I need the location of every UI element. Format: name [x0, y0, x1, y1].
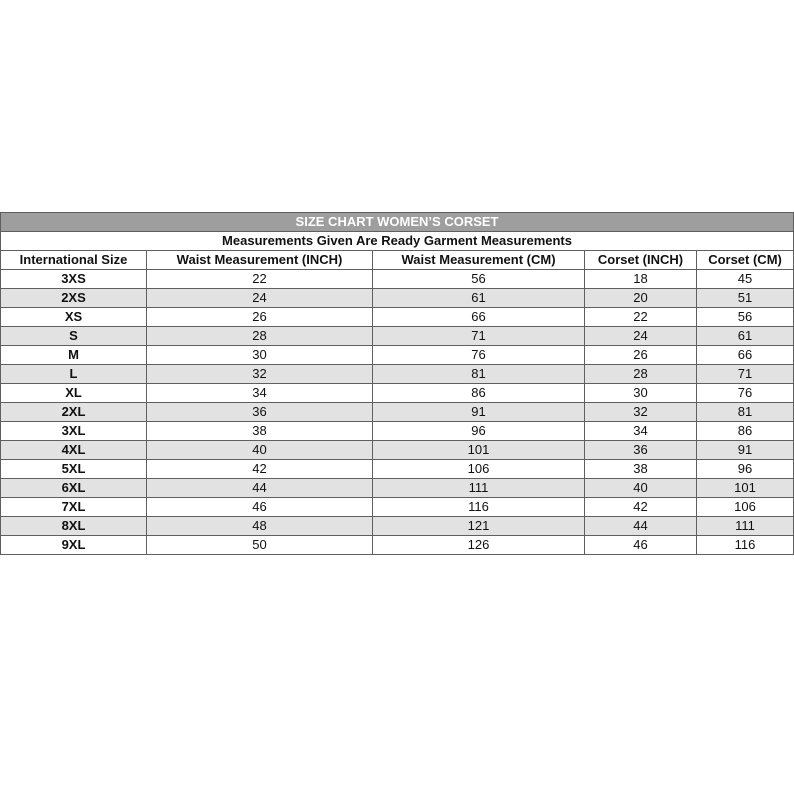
waist-cm-cell: 126: [373, 536, 585, 555]
title-row: [1, 213, 794, 232]
table-row: [1, 479, 794, 498]
waist-inch-cell: 34: [147, 384, 373, 403]
waist-inch-cell: 30: [147, 346, 373, 365]
corset-cm-cell: 51: [697, 289, 794, 308]
corset-inch-cell: 20: [585, 289, 697, 308]
waist-cm-cell: 81: [373, 365, 585, 384]
table-row: [1, 384, 794, 403]
size-cell: 4XL: [1, 441, 147, 460]
size-cell: 6XL: [1, 479, 147, 498]
corset-cm-cell: 111: [697, 517, 794, 536]
table-row: [1, 327, 794, 346]
waist-cm-cell: 56: [373, 270, 585, 289]
corset-inch-cell: 22: [585, 308, 697, 327]
waist-cm-cell: 61: [373, 289, 585, 308]
waist-cm-cell: 111: [373, 479, 585, 498]
table-row: [1, 460, 794, 479]
corset-cm-cell: 56: [697, 308, 794, 327]
table-row: [1, 498, 794, 517]
size-rows: [1, 270, 794, 555]
corset-cm-cell: 76: [697, 384, 794, 403]
waist-inch-cell: 22: [147, 270, 373, 289]
waist-inch-cell: 24: [147, 289, 373, 308]
corset-inch-cell: 40: [585, 479, 697, 498]
size-cell: 5XL: [1, 460, 147, 479]
table-row: [1, 536, 794, 555]
table-row: [1, 422, 794, 441]
size-chart-table: [0, 212, 794, 555]
size-cell: 2XS: [1, 289, 147, 308]
waist-inch-cell: 44: [147, 479, 373, 498]
table-row: [1, 308, 794, 327]
waist-inch-cell: 42: [147, 460, 373, 479]
waist-inch-cell: 36: [147, 403, 373, 422]
column-header-international-size: International Size: [1, 251, 147, 270]
corset-inch-cell: 36: [585, 441, 697, 460]
corset-cm-cell: 96: [697, 460, 794, 479]
waist-cm-cell: 106: [373, 460, 585, 479]
corset-cm-cell: 91: [697, 441, 794, 460]
size-cell: 7XL: [1, 498, 147, 517]
size-cell: XL: [1, 384, 147, 403]
corset-inch-cell: 38: [585, 460, 697, 479]
chart-subtitle: Measurements Given Are Ready Garment Measurements: [1, 232, 794, 251]
corset-cm-cell: 61: [697, 327, 794, 346]
corset-cm-cell: 106: [697, 498, 794, 517]
size-cell: S: [1, 327, 147, 346]
size-cell: XS: [1, 308, 147, 327]
waist-cm-cell: 96: [373, 422, 585, 441]
table-row: [1, 365, 794, 384]
table-row: [1, 270, 794, 289]
waist-inch-cell: 46: [147, 498, 373, 517]
waist-cm-cell: 86: [373, 384, 585, 403]
corset-cm-cell: 86: [697, 422, 794, 441]
column-header-row: [1, 251, 794, 270]
corset-inch-cell: 24: [585, 327, 697, 346]
corset-cm-cell: 116: [697, 536, 794, 555]
waist-inch-cell: 50: [147, 536, 373, 555]
waist-inch-cell: 48: [147, 517, 373, 536]
corset-cm-cell: 101: [697, 479, 794, 498]
corset-inch-cell: 18: [585, 270, 697, 289]
table-row: [1, 289, 794, 308]
column-header-corset-inch: Corset (INCH): [585, 251, 697, 270]
corset-cm-cell: 45: [697, 270, 794, 289]
waist-inch-cell: 26: [147, 308, 373, 327]
table-row: [1, 403, 794, 422]
size-cell: 9XL: [1, 536, 147, 555]
size-cell: 2XL: [1, 403, 147, 422]
waist-inch-cell: 38: [147, 422, 373, 441]
corset-inch-cell: 46: [585, 536, 697, 555]
table-row: [1, 346, 794, 365]
column-header-waist-inch: Waist Measurement (INCH): [147, 251, 373, 270]
waist-cm-cell: 121: [373, 517, 585, 536]
waist-cm-cell: 71: [373, 327, 585, 346]
table-row: [1, 441, 794, 460]
waist-inch-cell: 40: [147, 441, 373, 460]
size-cell: L: [1, 365, 147, 384]
corset-inch-cell: 28: [585, 365, 697, 384]
waist-inch-cell: 32: [147, 365, 373, 384]
corset-inch-cell: 44: [585, 517, 697, 536]
column-header-waist-cm: Waist Measurement (CM): [373, 251, 585, 270]
chart-title: SIZE CHART WOMEN’S CORSET: [1, 213, 794, 232]
size-cell: 3XS: [1, 270, 147, 289]
table-row: [1, 517, 794, 536]
corset-inch-cell: 26: [585, 346, 697, 365]
size-cell: 8XL: [1, 517, 147, 536]
size-cell: M: [1, 346, 147, 365]
column-header-corset-cm: Corset (CM): [697, 251, 794, 270]
corset-cm-cell: 81: [697, 403, 794, 422]
subtitle-row: [1, 232, 794, 251]
waist-cm-cell: 101: [373, 441, 585, 460]
corset-inch-cell: 34: [585, 422, 697, 441]
size-cell: 3XL: [1, 422, 147, 441]
waist-cm-cell: 116: [373, 498, 585, 517]
waist-cm-cell: 76: [373, 346, 585, 365]
waist-inch-cell: 28: [147, 327, 373, 346]
corset-cm-cell: 71: [697, 365, 794, 384]
corset-inch-cell: 42: [585, 498, 697, 517]
waist-cm-cell: 66: [373, 308, 585, 327]
waist-cm-cell: 91: [373, 403, 585, 422]
corset-cm-cell: 66: [697, 346, 794, 365]
corset-inch-cell: 30: [585, 384, 697, 403]
corset-inch-cell: 32: [585, 403, 697, 422]
